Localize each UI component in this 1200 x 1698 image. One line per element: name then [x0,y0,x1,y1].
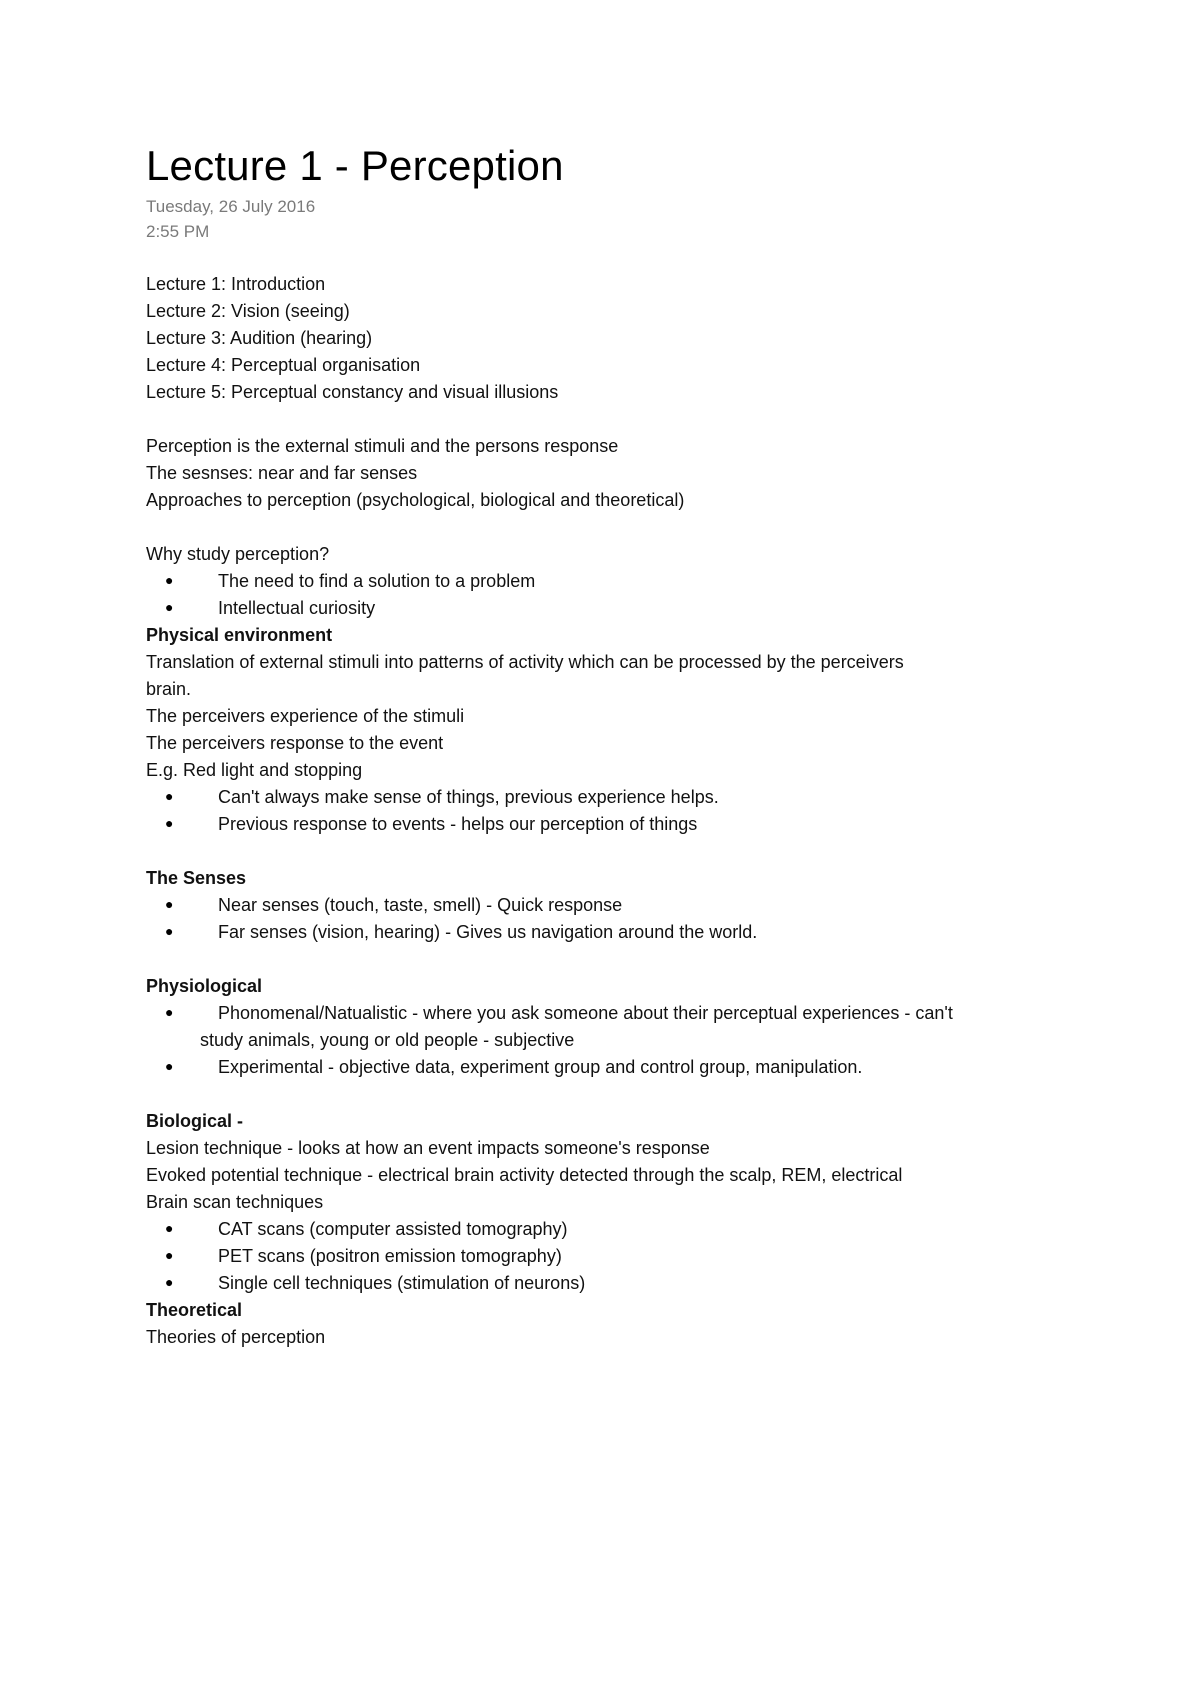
intro-line: Approaches to perception (psychological, biological and theoretical) [146,490,685,510]
note-content [146,138,1076,1351]
lecture-line: Lecture 3: Audition (hearing) [146,328,373,348]
biological-line: Evoked potential technique - electrical brain activity detected through the scalp, REM, electrical [146,1165,903,1185]
why-question: Why study perception? [146,544,330,564]
intro-line: The sesnses: near and far senses [146,463,418,483]
bullet-icon: ● [165,1220,174,1236]
list-item-text: Can't always make sense of things, previous experience helps. [218,787,719,807]
bullet-icon: ● [165,896,174,912]
physical-line: Translation of external stimuli into patterns of activity which can be processed by the perceivers [146,652,904,672]
section-heading-senses: The Senses [146,868,247,888]
list-item-text: Previous response to events - helps our perception of things [218,814,698,834]
list-item-text: Phonomenal/Natualistic - where you ask someone about their perceptual experiences - can't [218,1003,953,1023]
list-item-text: Intellectual curiosity [218,598,376,618]
physical-line: The perceivers response to the event [146,733,444,753]
bullet-icon: ● [165,815,174,831]
list-item [146,568,1076,595]
note-date: Tuesday, 26 July 2016 [146,197,316,216]
list-item-text: Experimental - objective data, experiment group and control group, manipulation. [218,1057,863,1077]
bullet-icon: ● [165,1274,174,1290]
physical-line: brain. [146,679,192,699]
section-heading-biological: Biological - [146,1111,244,1131]
lecture-line: Lecture 2: Vision (seeing) [146,301,350,321]
bullet-icon: ● [165,572,174,588]
bullet-icon: ● [165,923,174,939]
theoretical-line: Theories of perception [146,1327,326,1347]
intro-line: Perception is the external stimuli and the persons response [146,436,619,456]
list-item-text: PET scans (positron emission tomography) [218,1246,562,1266]
list-item-continuation: study animals, young or old people - subjective [200,1030,575,1050]
lecture-line: Lecture 1: Introduction [146,274,326,294]
biological-line: Lesion technique - looks at how an event impacts someone's response [146,1138,710,1158]
note-time: 2:55 PM [146,222,210,241]
bullet-icon: ● [165,1004,174,1020]
bullet-icon: ● [165,788,174,804]
list-item [146,1054,1076,1081]
list-item-text: Far senses (vision, hearing) - Gives us navigation around the world. [218,922,758,942]
list-item [146,811,1076,838]
physical-line: E.g. Red light and stopping [146,760,363,780]
list-item [146,892,1076,919]
spacer [146,514,1076,541]
list-item-text: The need to find a solution to a problem [218,571,536,591]
list-item [146,919,1076,946]
biological-line: Brain scan techniques [146,1192,324,1212]
list-item [146,1243,1076,1270]
list-item [146,595,1076,622]
bullet-icon: ● [165,599,174,615]
lecture-line: Lecture 4: Perceptual organisation [146,355,421,375]
spacer [146,244,1076,271]
list-item [146,1000,1076,1027]
list-item [146,1270,1076,1297]
physical-line: The perceivers experience of the stimuli [146,706,465,726]
list-item [146,784,1076,811]
spacer [146,946,1076,973]
bullet-icon: ● [165,1247,174,1263]
section-heading-physiological: Physiological [146,976,263,996]
list-item [146,1216,1076,1243]
spacer [146,1081,1076,1108]
lecture-line: Lecture 5: Perceptual constancy and visual illusions [146,382,559,402]
page-title: Lecture 1 - Perception [146,142,564,189]
list-item-text: CAT scans (computer assisted tomography) [218,1219,568,1239]
spacer [146,406,1076,433]
bullet-icon: ● [165,1058,174,1074]
section-heading-physical: Physical environment [146,625,333,645]
section-heading-theoretical: Theoretical [146,1300,243,1320]
spacer [146,838,1076,865]
list-item-text: Near senses (touch, taste, smell) - Quick response [218,895,623,915]
list-item-text: Single cell techniques (stimulation of neurons) [218,1273,586,1293]
